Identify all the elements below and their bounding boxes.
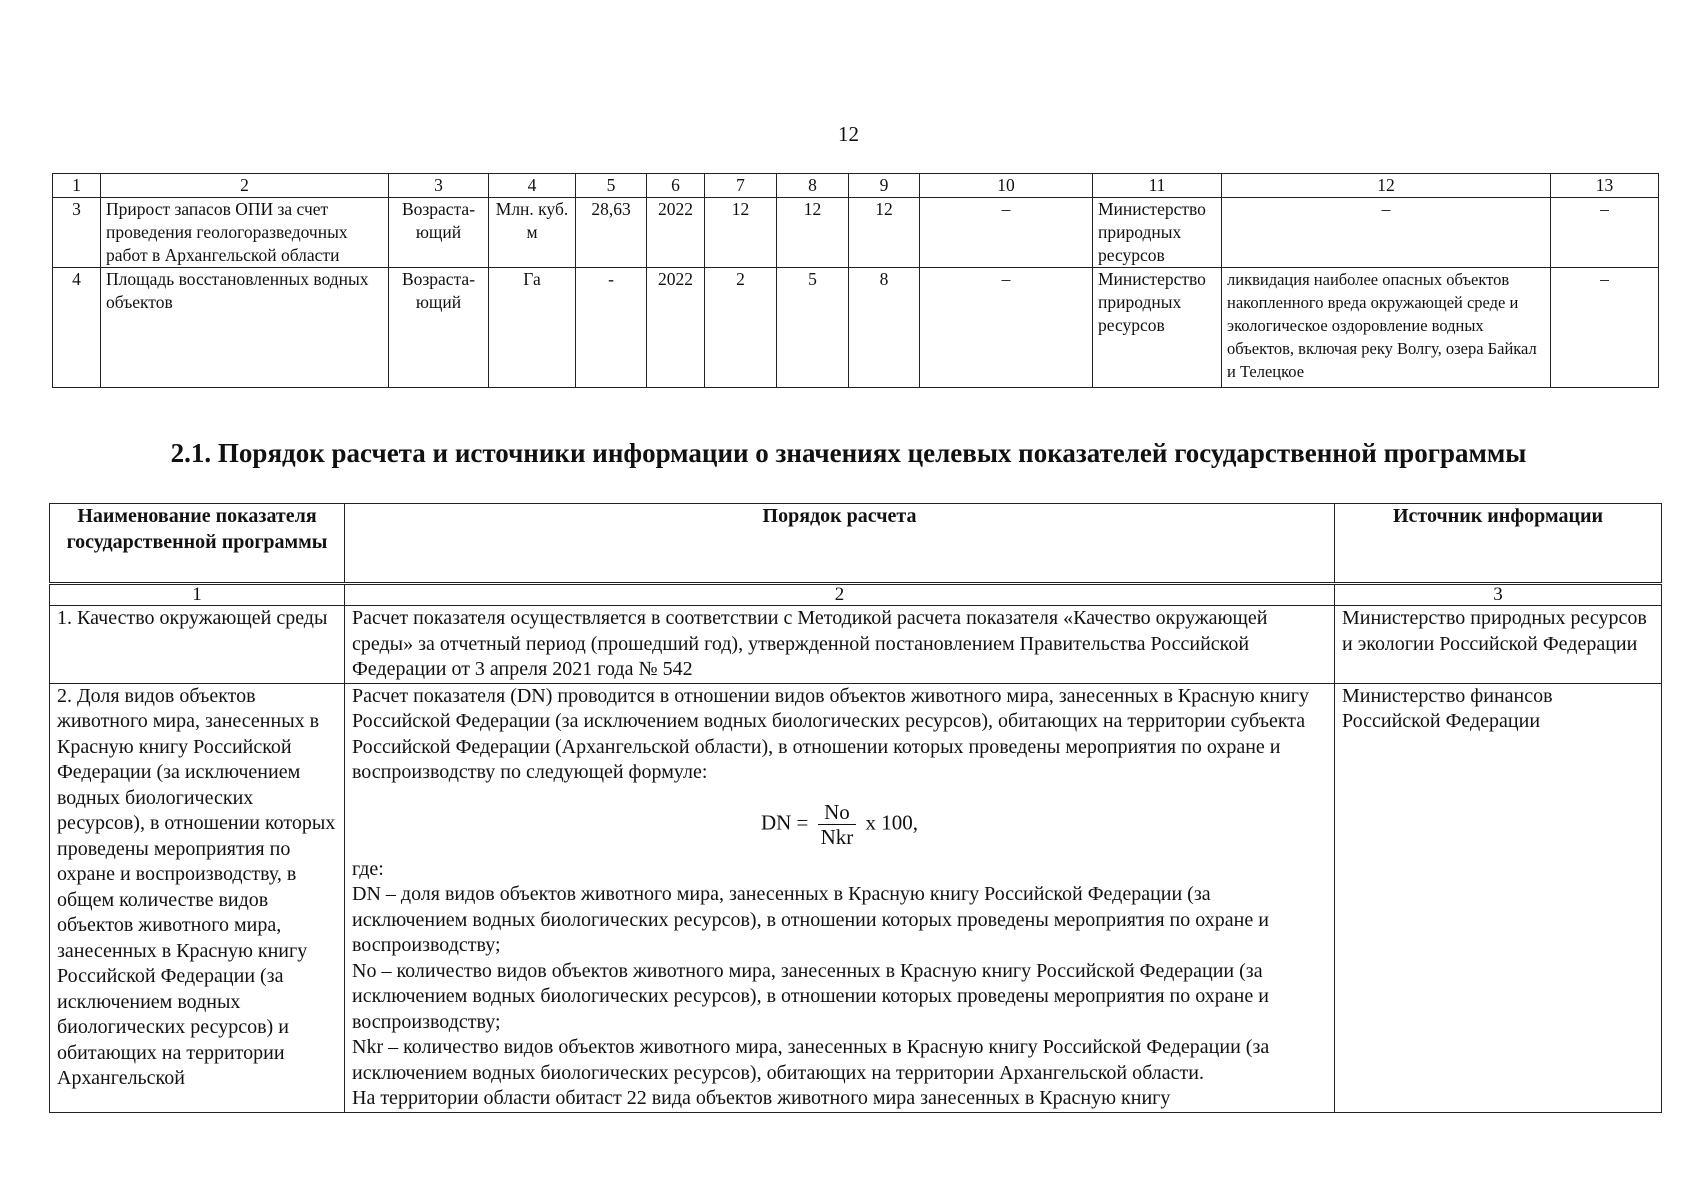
formula-right: x 100, [865,809,919,834]
indicator-name: 1. Качество окружающей среды [50,606,345,684]
col-header: Порядок расчета [345,504,1335,584]
indicator-unit: Млн. куб. м [489,198,576,268]
indicator-type: Возраста-ющий [389,268,489,388]
col-header: 1 [53,174,101,198]
base-value: 28,63 [576,198,647,268]
col-header: 9 [849,174,920,198]
col-header: Наименование показателя государственной программы [50,504,345,584]
formula-numerator: No [818,800,857,825]
cell-12: ликвидация наиболее опасных объектов накопленного вреда окружающей среде и экологическое оздоровление водных объектов, включая реку Волгу, озера Байкал и Телецкое [1222,268,1551,388]
cell-13: – [1551,268,1659,388]
indicator-name: Прирост запасов ОПИ за счет проведения геологоразведочных работ в Архангельской области [101,198,389,268]
col-header: 2 [101,174,389,198]
definition-dn: DN – доля видов объектов животного мира, занесенных в Красную книгу Российской Федерации (за исключением водных биологических ресурсов), в отношении которых проведены мероприятия по охране и воспроизводству; [352,883,1269,956]
base-year: 2022 [647,268,705,388]
col-number: 2 [345,584,1335,606]
cell-12: – [1222,198,1551,268]
value-2: 5 [777,268,849,388]
indicator-type: Возраста-ющий [389,198,489,268]
formula-left: DN = [760,809,809,834]
base-year: 2022 [647,198,705,268]
base-value: - [576,268,647,388]
value-2: 12 [777,198,849,268]
indicator-unit: Га [489,268,576,388]
table-row [50,683,1662,1112]
calc-intro: Расчет показателя (DN) проводится в отношении видов объектов животного мира, занесенных в Красную книгу Российской Федерации (за исключением водных биологических ресурсов), обитающих на территории субъекта Российской Федерации (Архангельской области), в отношении которых проведены мероприятия по охране и воспроизводству по следующей формуле: [352,684,1309,783]
formula-fraction [818,800,857,849]
cell-10: – [920,268,1093,388]
value-1: 12 [705,198,777,268]
col-header: 12 [1222,174,1551,198]
page-number: 12 [838,122,859,146]
row-number: 3 [53,198,101,268]
col-number-row [50,584,1662,606]
row-number: 4 [53,268,101,388]
col-header: 11 [1093,174,1222,198]
value-3: 8 [849,268,920,388]
col-header: 10 [920,174,1093,198]
col-header: Источник информации [1335,504,1662,584]
indicator-name: Площадь восстановленных водных объектов [101,268,389,388]
col-header: 6 [647,174,705,198]
table-row [50,606,1662,684]
formula-denominator: Nkr [820,824,854,849]
col-number: 3 [1335,584,1662,606]
calc-tail: На территории области обитаст 22 вида объектов животного мира занесенных в Красную книгу [352,1087,1171,1109]
responsible: Министерство природных ресурсов [1093,198,1222,268]
value-1: 2 [705,268,777,388]
col-header: 4 [489,174,576,198]
col-header: 13 [1551,174,1659,198]
table-header-row [53,174,1659,198]
information-source: Министерство финансов Российской Федерации [1335,683,1662,1112]
col-header: 8 [777,174,849,198]
section-title: 2.1. Порядок расчета и источники информации о значениях целевых показателей государственной программы [170,438,1527,468]
col-header: 5 [576,174,647,198]
definition-nkr: Nkr – количество видов объектов животного мира, занесенных в Красную книгу Российской Федерации (за исключением водных биологических ресурсов), обитающих на территории Архангельской области. [352,1036,1270,1084]
calculation-method: Расчет показателя осуществляется в соответствии с Методикой расчета показателя «Качество окружающей среды» за отчетный период (прошедший год), утвержденной постановлением Правительства Российской Федерации от 3 апреля 2021 года № 542 [345,606,1335,684]
table-row [53,268,1659,388]
responsible: Министерство природных ресурсов [1093,268,1222,388]
where-label: где: [352,857,384,880]
calculation-table [49,503,1662,1113]
table-row [53,198,1659,268]
col-header: 7 [705,174,777,198]
definition-no: No – количество видов объектов животного мира, занесенных в Красную книгу Российской Федерации (за исключением водных биологических ресурсов), в отношении которых проведены мероприятия по охране и воспроизводству; [352,959,1269,1033]
cell-13: – [1551,198,1659,268]
cell-10: – [920,198,1093,268]
indicators-table [52,173,1659,388]
value-3: 12 [849,198,920,268]
col-header: 3 [389,174,489,198]
indicator-name: 2. Доля видов объектов животного мира, занесенных в Красную книгу Российской Федерации (за исключением водных биологических ресурсов), в отношении которых проведены мероприятия по охране и воспроизводству, в общем количестве видов объектов животного мира, занесенных в Красную книгу Российской Федерации (за исключением водных биологических ресурсов) и обитающих на территории Архангельской [50,683,345,1112]
formula [352,786,1327,857]
information-source: Министерство природных ресурсов и экологии Российской Федерации [1335,606,1662,684]
calculation-method [345,683,1335,1112]
table-header-row [50,504,1662,584]
col-number: 1 [50,584,345,606]
